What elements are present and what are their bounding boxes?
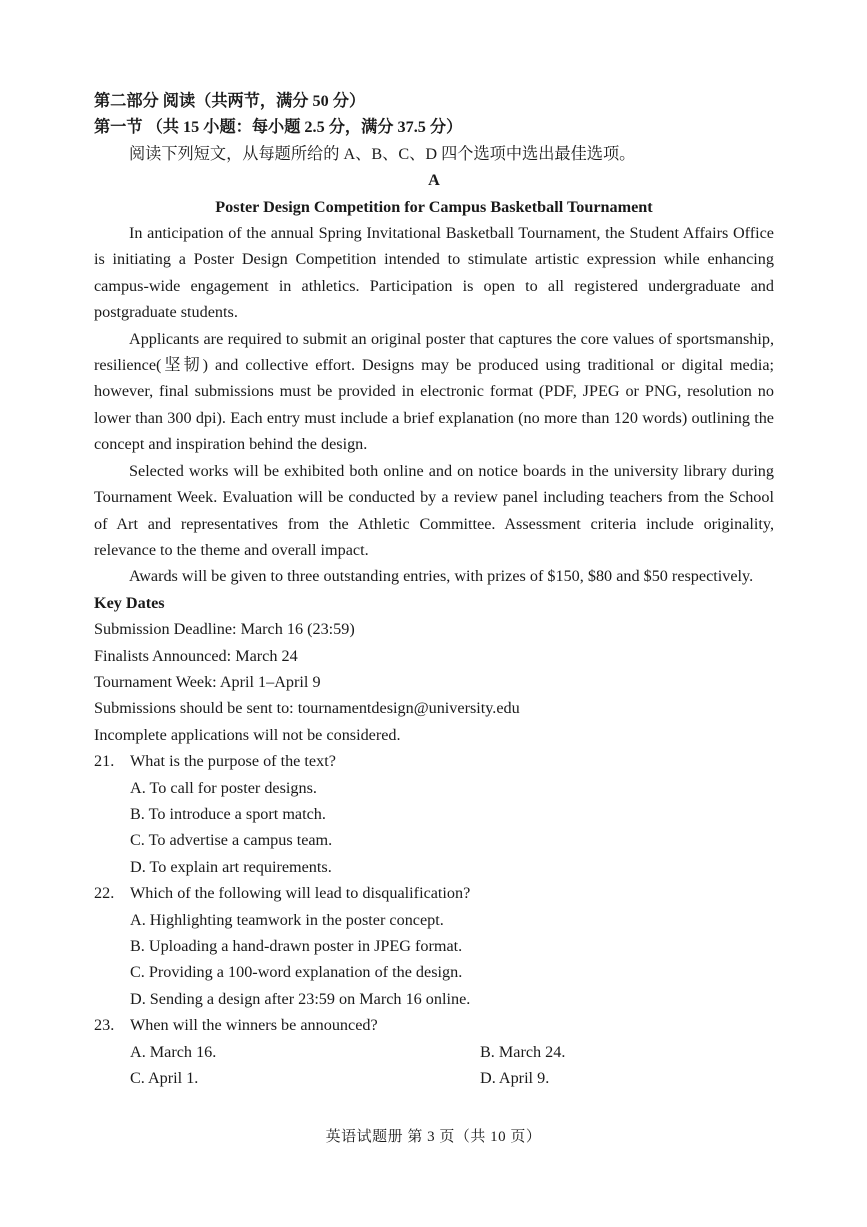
- option-a: A. Highlighting teamwork in the poster concept.: [130, 910, 444, 929]
- exam-page: [94, 88, 774, 1091]
- option-a: A. March 16.: [130, 1042, 217, 1061]
- question-stem: [94, 1012, 774, 1038]
- option-d: D. To explain art requirements.: [130, 857, 332, 876]
- question-text: When will the winners be announced?: [130, 1016, 378, 1035]
- option-d: D. Sending a design after 23:59 on March 16 online.: [130, 989, 471, 1008]
- incomplete-note: Incomplete applications will not be considered.: [94, 725, 401, 744]
- question-22: [94, 880, 774, 1012]
- key-dates-heading: Key Dates: [94, 593, 165, 612]
- option-a: A. To call for poster designs.: [130, 778, 317, 797]
- question-text: Which of the following will lead to disqualification?: [130, 884, 471, 903]
- passage-letter: A: [428, 171, 440, 190]
- options-row-1: [94, 1039, 774, 1065]
- option-d: D. April 9.: [480, 1069, 550, 1088]
- question-number: 21.: [94, 752, 115, 771]
- passage-paragraph-1: In anticipation of the annual Spring Invitational Basketball Tournament, the Student Affairs Office is initiating a Poster Design Competition intended to stimulate artistic expression while enhancing campus-wide engagement in athletics. Participation is open to all registered undergraduate and postgraduate students.: [94, 224, 774, 322]
- question-stem: [94, 880, 774, 906]
- option-c: C. To advertise a campus team.: [130, 831, 333, 850]
- page-footer: 英语试题册 第 3 页（共 10 页）: [325, 1129, 542, 1145]
- passage-paragraph-4: Awards will be given to three outstanding entries, with prizes of $150, $80 and $50 respectively.: [129, 567, 754, 586]
- question-21: [94, 748, 774, 880]
- question-number: 23.: [94, 1016, 115, 1035]
- passage-paragraph-2: Applicants are required to submit an original poster that captures the core values of sportsmanship, resilience(坚韧) and collective effort. Designs may be produced using traditional or digital media; however, final submissions must be provided in electronic format (PDF, JPEG or PNG, resolution no lower than 300 dpi). Each entry must include a brief explanation (no more than 120 words) outlining the concept and inspiration behind the design.: [94, 329, 774, 454]
- question-text: What is the purpose of the text?: [130, 752, 336, 771]
- passage-paragraph-3: Selected works will be exhibited both online and on notice boards in the university library during Tournament Week. Evaluation will be conducted by a review panel including teachers from the School of Art and representatives from the Athletic Committee. Assessment criteria include originality, relevance to the theme and overall impact.: [94, 461, 774, 559]
- key-date-line: Finalists Announced: March 24: [94, 646, 298, 665]
- question-23: [94, 1012, 774, 1091]
- question-number: 22.: [94, 884, 115, 903]
- option-b: B. March 24.: [480, 1042, 566, 1061]
- key-date-line: Tournament Week: April 1–April 9: [94, 672, 321, 691]
- instructions: 阅读下列短文，从每题所给的 A、B、C、D 四个选项中选出最佳选项。: [129, 144, 636, 163]
- question-stem: [94, 748, 774, 774]
- options-row-2: [94, 1065, 774, 1091]
- option-b: B. To introduce a sport match.: [130, 804, 326, 823]
- option-b: B. Uploading a hand-drawn poster in JPEG format.: [130, 937, 463, 955]
- section-heading: 第一节 （共 15 小题：每小题 2.5 分，满分 37.5 分）: [94, 118, 463, 137]
- option-c: C. April 1.: [130, 1069, 199, 1088]
- key-date-line: Submission Deadline: March 16 (23:59): [94, 620, 355, 639]
- submission-email-line: Submissions should be sent to: tournamentdesign@university.edu: [94, 699, 520, 718]
- passage-title: Poster Design Competition for Campus Basketball Tournament: [215, 197, 653, 216]
- option-c: C. Providing a 100-word explanation of the design.: [130, 963, 463, 982]
- part-heading: 第二部分 阅读（共两节，满分 50 分）: [94, 92, 366, 110]
